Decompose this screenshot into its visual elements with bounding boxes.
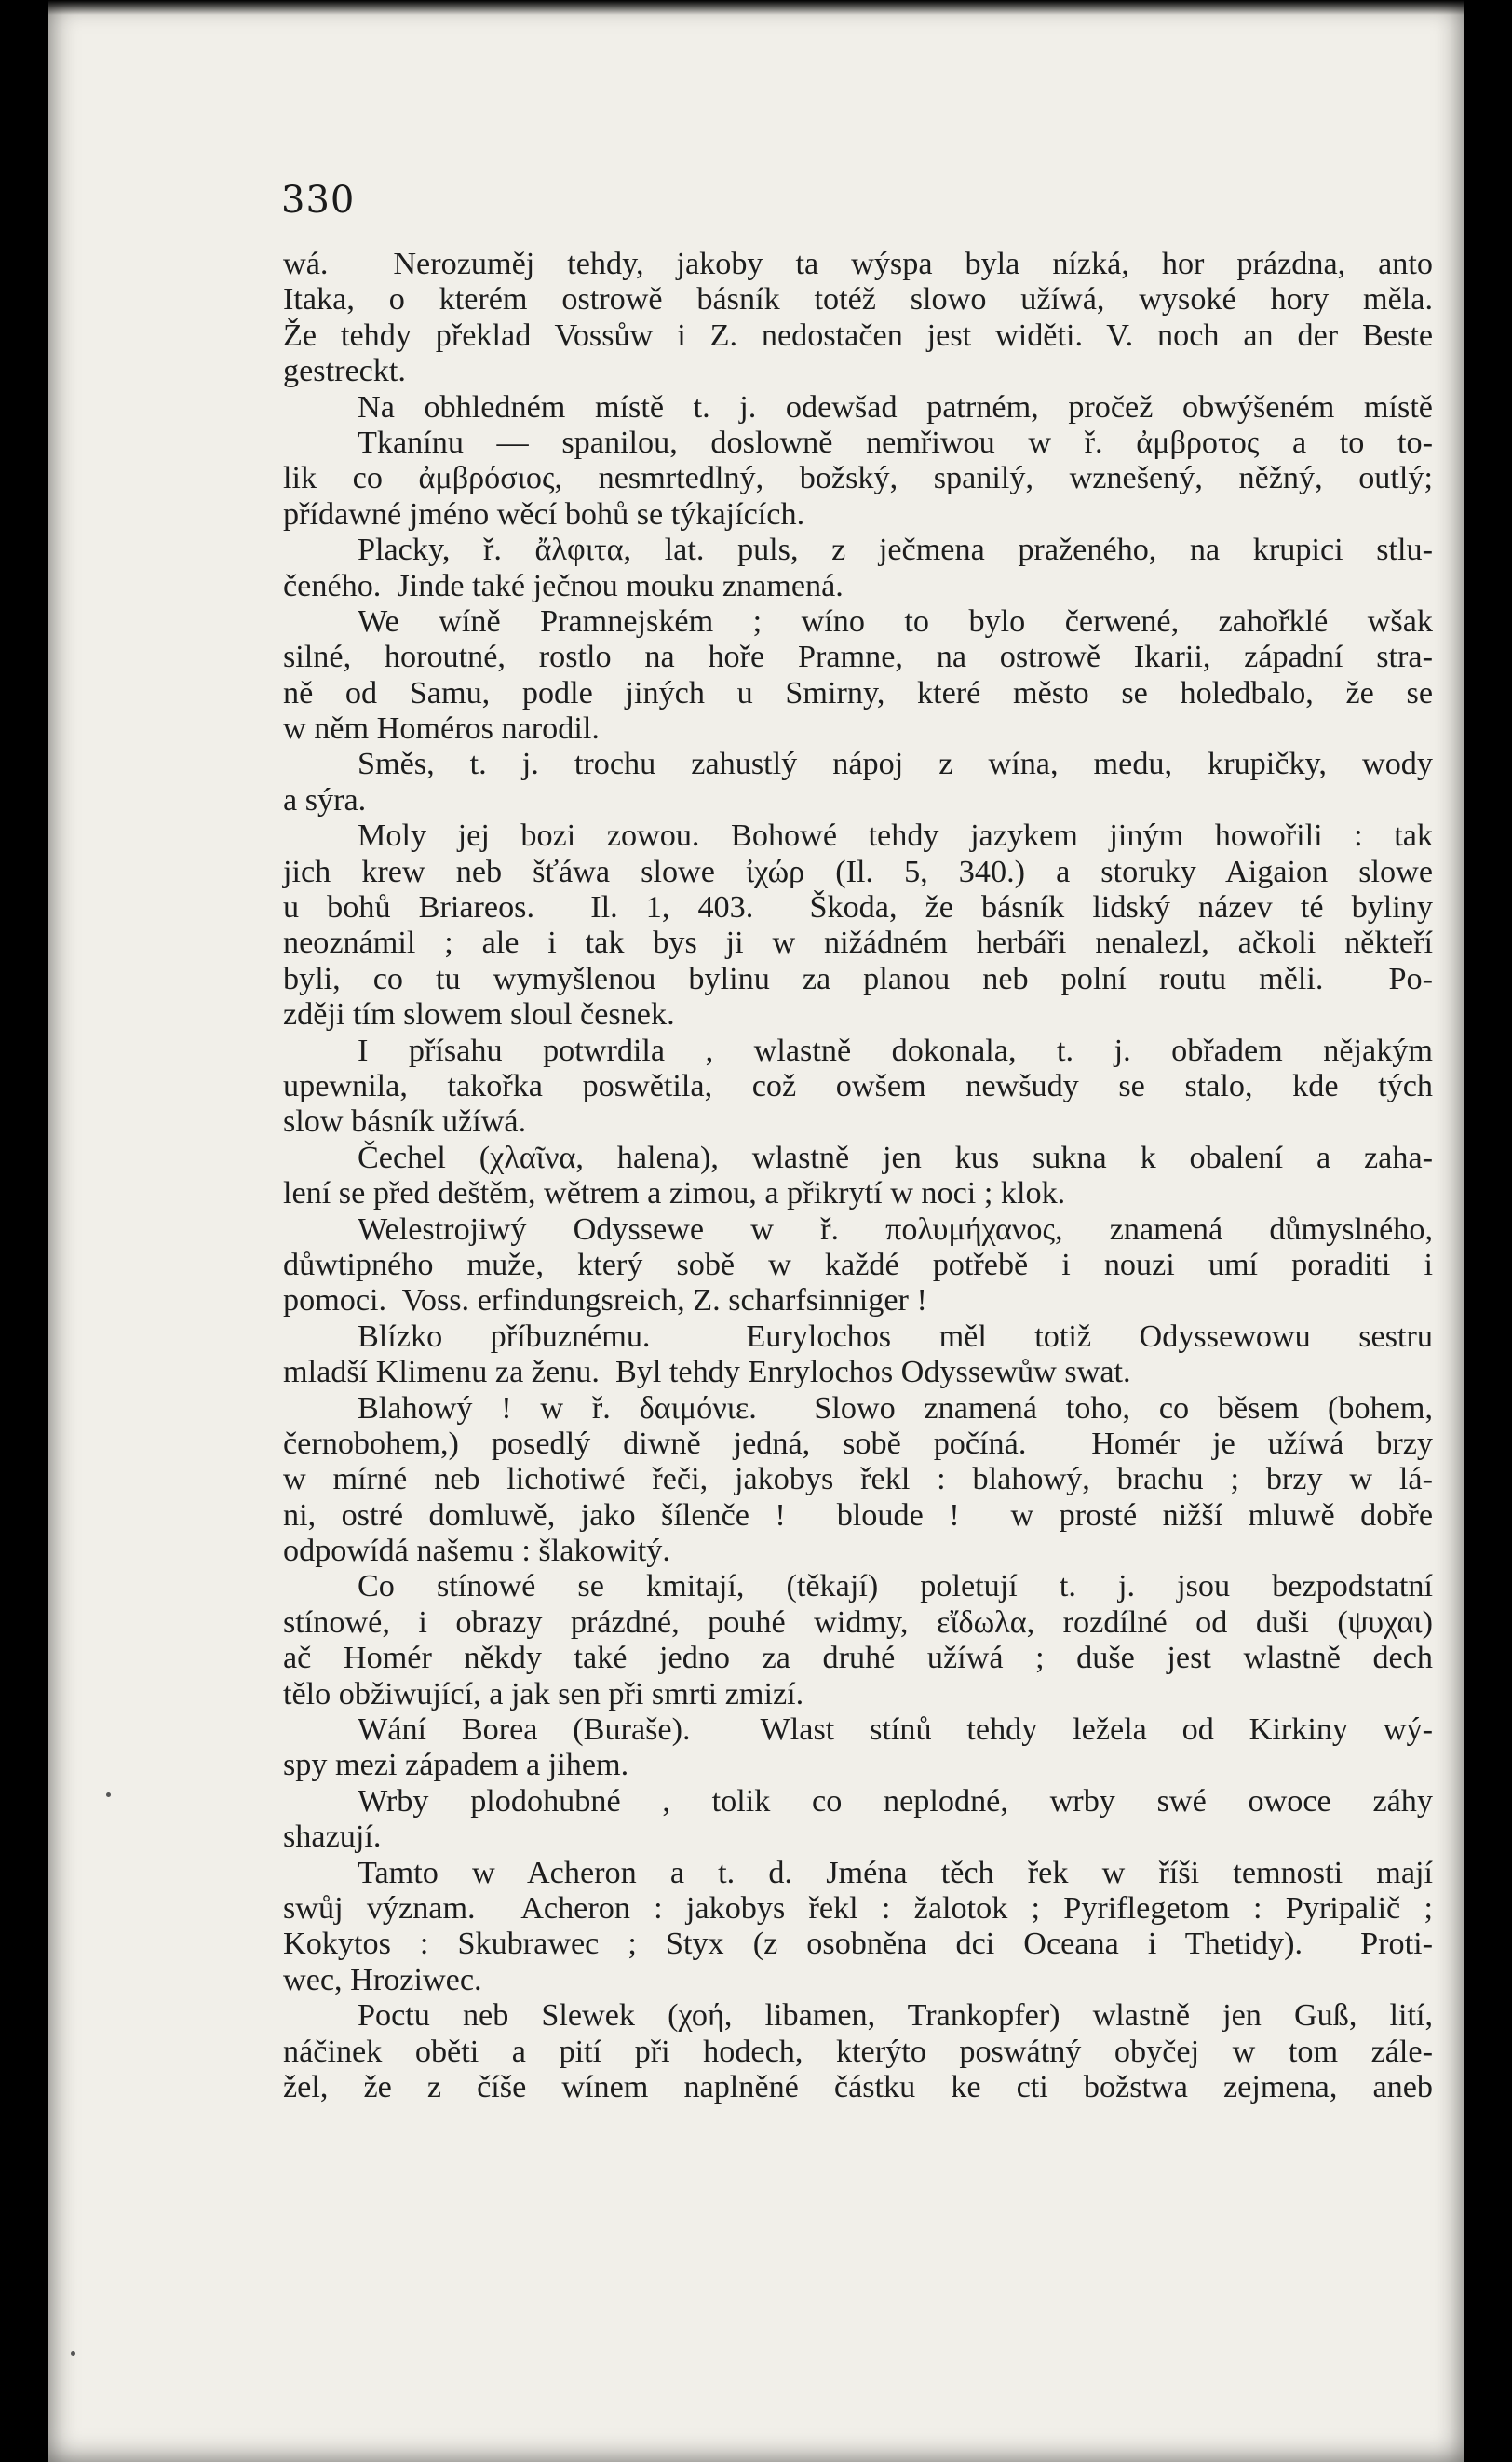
text-line: wec, Hroziwec. <box>283 1962 482 1997</box>
text-line: zději tím slowem sloul česnek. <box>283 997 675 1033</box>
text-line: wá. Nerozuměj tehdy, jakoby ta wýspa byla nízká, hor prázdna, anto <box>283 247 1433 281</box>
text-line: slow básník užíwá. <box>283 1104 527 1140</box>
text-line: gestreckt. <box>283 354 406 389</box>
text-line: Na obhledném místě t. j. odewšad patrném, pročež obwýšeném místě <box>358 389 1433 425</box>
text-line: w něm Homéros narodil. <box>283 711 600 747</box>
text-line: odpowídá našemu : šlakowitý. <box>283 1534 670 1569</box>
text-line: tělo obžiwující, a jak sen při smrti zmizí. <box>283 1676 804 1711</box>
text-line: Co stínowé se kmitají, (těkají) poletují t. j. jsou bezpodstatní <box>358 1569 1433 1604</box>
text-line: Welestrojiwý Odyssewe w ř. πολυμήχανος, znamená důmyslného, <box>358 1211 1433 1247</box>
text-line: Moly jej bozi zowou. Bohowé tehdy jazykem jiným howořili : tak <box>358 818 1433 854</box>
text-line: Tkanínu — spanilou, doslowně nemřiwou w ř. ἀμβροτος a to to- <box>358 425 1433 460</box>
text-line: ač Homér někdy také jedno za druhé užíwá ; duše jest wlastně dech <box>283 1641 1433 1676</box>
text-line: žel, že z číše wínem naplněné částku ke cti božstwa zejmena, aneb <box>283 2069 1433 2104</box>
text-line: stínowé, i obrazy prázdné, pouhé widmy, εἴδωλα, rozdílné od duši (ψυχαι) <box>283 1604 1433 1640</box>
text-line: We wíně Pramnejském ; wíno to bylo čerwené, zahořklé wšak <box>358 603 1433 639</box>
text-line: swůj význam. Acheron : jakobys řekl : žalotok ; Pyriflegetom : Pyripalič ; <box>283 1890 1433 1926</box>
text-line: náčinek oběti a pití při hodech, kterýto poswátný obyčej w tom zále- <box>283 2034 1433 2069</box>
text-line: shazují. <box>283 1819 382 1855</box>
text-line: lení se před deštěm, wětrem a zimou, a přikrytí w noci ; klok. <box>283 1176 1066 1211</box>
text-line: přídawné jméno wěcí bohů se týkajících. <box>283 496 805 532</box>
text-line: u bohů Briareos. Il. 1, 403. Škoda, že básník lidský název té byliny <box>283 890 1433 926</box>
text-line: upewnila, takořka poswětila, což owšem newšudy se stalo, kde tých <box>283 1068 1433 1103</box>
text-line: černobohem,) posedlý diwně jedná, sobě počíná. Homér je užíwá brzy <box>283 1426 1433 1461</box>
text-line: Kokytos : Skubrawec ; Styx (z osobněna dci Oceana i Thetidy). Proti- <box>283 1927 1433 1962</box>
text-line: Blízko příbuznému. Eurylochos měl totiž Odyssewowu sestru <box>358 1319 1433 1354</box>
text-line: silné, horoutné, rostlo na hoře Pramne, na ostrowě Ikarii, západní stra- <box>283 640 1433 675</box>
text-line: I přísahu potwrdila , wlastně dokonala, t. j. obřadem nějakým <box>358 1033 1433 1068</box>
text-line: Blahowý ! w ř. δαιμόνιε. Slowo znamená toho, co běsem (bohem, <box>358 1390 1433 1426</box>
book-page <box>48 0 1464 2462</box>
text-line: w mírné neb lichotiwé řeči, jakobys řekl : blahowý, brachu ; brzy w lá- <box>283 1462 1433 1497</box>
text-line: Placky, ř. ἄλφιτα, lat. puls, z ječmena praženého, na krupici stlu- <box>358 533 1433 568</box>
text-line: Čechel (χλαῖνα, halena), wlastně jen kus sukna k obalení a zaha- <box>358 1140 1433 1175</box>
text-line: jich krew neb šťáwa slowe ἰχώρ (Il. 5, 340.) a storuky Aigaion slowe <box>283 854 1433 889</box>
text-line: Že tehdy překlad Vossůw i Z. nedostačen jest widěti. V. noch an der Beste <box>283 318 1433 353</box>
speck-mark <box>71 2351 75 2356</box>
text-line: Tamto w Acheron a t. d. Jména těch řek w říši temnosti mají <box>358 1855 1433 1890</box>
text-line: mladší Klimenu za ženu. Byl tehdy Enrylochos Odyssewůw swat. <box>283 1355 1131 1390</box>
page-number: 330 <box>281 179 356 222</box>
text-line: byli, co tu wymyšlenou bylinu za planou neb polní routu měli. Po- <box>283 961 1433 996</box>
text-line: důwtipného muže, který sobě w každé potřebě i nouzi umí poraditi i <box>283 1247 1433 1282</box>
text-line: a sýra. <box>283 782 367 818</box>
text-line: lik co ἀμβρόσιος, nesmrtedlný, božský, spanilý, wznešený, něžný, outlý; <box>283 461 1433 496</box>
text-line: Itaka, o kterém ostrowě básník totéž slowo užíwá, wysoké hory měla. <box>283 282 1433 318</box>
text-line: ně od Samu, podle jiných u Smirny, které město se holedbalo, že se <box>283 675 1433 710</box>
text-line: neoznámil ; ale i tak bys ji w nižádném herbáři nenalezl, ačkoli někteří <box>283 926 1433 961</box>
body-text <box>283 247 1433 2105</box>
text-line: pomoci. Voss. erfindungsreich, Z. scharfsinniger ! <box>283 1283 927 1319</box>
text-line: Poctu neb Slewek (χοή, libamen, Trankopfer) wlastně jen Guß, lití, <box>358 1998 1433 2034</box>
text-line: Wání Borea (Buraše). Wlast stínů tehdy ležela od Kirkiny wý- <box>358 1712 1433 1748</box>
page-top-shadow <box>48 0 1464 15</box>
text-line: ni, ostré domluwě, jako šílenče ! bloude ! w prosté nižší mluwě dobře <box>283 1497 1433 1533</box>
text-line: Směs, t. j. trochu zahustlý nápoj z wína, medu, krupičky, wody <box>358 747 1433 782</box>
speck-mark <box>106 1792 111 1797</box>
text-line: čeného. Jinde také ječnou mouku znamená. <box>283 568 844 603</box>
text-line: Wrby plodohubné , tolik co neplodné, wrby swé owoce záhy <box>358 1783 1433 1819</box>
text-line: spy mezi západem a jihem. <box>283 1748 629 1783</box>
